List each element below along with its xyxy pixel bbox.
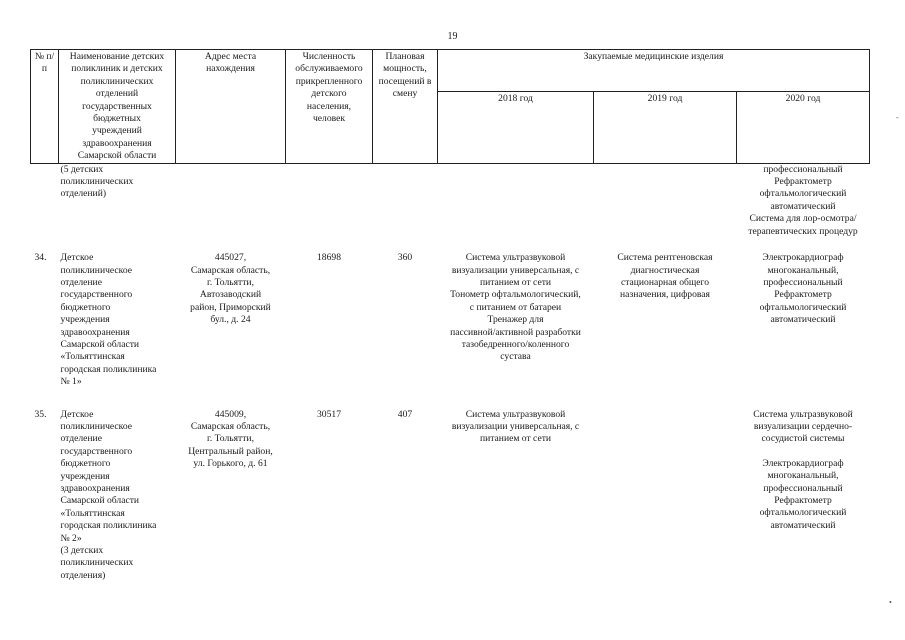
devices-2019 xyxy=(594,409,737,583)
institution-name-line: поликлиническое xyxy=(60,420,133,432)
table-row-continuation xyxy=(31,163,870,238)
header-name-line: Самарской области xyxy=(77,150,157,162)
institution-name-line: государственного xyxy=(60,289,133,301)
devices-2018-line: тазобедренного/коленного xyxy=(461,338,570,350)
header-year-2020: 2020 год xyxy=(737,92,870,164)
devices-2019-line: стационарная общего xyxy=(620,276,710,288)
devices-2018-line: питанием от сети xyxy=(479,276,552,288)
header-name xyxy=(59,50,176,164)
scan-mark: - xyxy=(896,113,899,122)
devices-2020-line: профессиональный xyxy=(763,276,843,288)
page-number: 19 xyxy=(447,31,458,42)
header-capacity-line: мощность, xyxy=(383,63,427,75)
institution-name xyxy=(59,409,176,583)
header-name-line: поликлинических xyxy=(80,75,154,87)
address-line: район, Приморский xyxy=(190,301,271,313)
devices-2020-line: профессиональный xyxy=(763,482,843,494)
devices-2020 xyxy=(737,252,870,388)
header-population-line: населения, xyxy=(306,100,352,112)
institution-name-line: Детское xyxy=(60,252,94,264)
address-line: г. Тольятти, xyxy=(207,433,254,445)
header-year-2018: 2018 год xyxy=(438,92,594,164)
header-population xyxy=(286,50,373,164)
header-name-line: отделений xyxy=(95,88,139,100)
cont-2020-cell-line: офтальмологический xyxy=(759,188,847,200)
header-name-line: Наименование детских xyxy=(69,51,165,62)
devices-2020-line xyxy=(739,446,868,458)
header-num-text: № п/п xyxy=(34,51,55,75)
institution-name-line: № 1» xyxy=(60,376,82,388)
table-row xyxy=(31,252,870,388)
institution-name-line: Самарской области xyxy=(60,495,140,507)
devices-2020-line: многоканальный, xyxy=(767,470,839,482)
devices-2019-line: назначения, цифровая xyxy=(620,289,710,301)
institution-name-line: отделение xyxy=(60,433,102,445)
devices-2020-line: многоканальный, xyxy=(767,264,839,276)
row-number: 35. xyxy=(34,408,47,420)
address-line: 445027, xyxy=(214,252,247,264)
address-line: Самарская область, xyxy=(190,420,271,432)
devices-2018-line: сустава xyxy=(500,351,531,363)
cont-2020-cell xyxy=(737,163,870,238)
header-capacity-line: посещений в xyxy=(378,75,432,87)
header-capacity xyxy=(373,50,438,164)
header-population-line: прикрепленного xyxy=(295,75,363,87)
institution-name-line: учреждения xyxy=(60,314,110,326)
devices-2020-line: сосудистой системы xyxy=(761,433,845,445)
address xyxy=(176,252,286,388)
devices-2018-line: пассивной/активной разработки xyxy=(450,326,581,338)
devices-2019 xyxy=(594,252,737,388)
devices-2018-line: визуализации универсальная, с xyxy=(451,420,580,432)
institution-name-line: здравоохранения xyxy=(60,326,130,338)
header-capacity-line: Плановая xyxy=(385,51,425,62)
header-population-line: Численность xyxy=(302,51,356,62)
devices-2020-line: автоматический xyxy=(770,519,836,531)
devices-2020-line: визуализации сердечно- xyxy=(753,420,853,432)
institution-name-line: отделение xyxy=(60,276,102,288)
institution-name xyxy=(59,252,176,388)
institution-name-line: Самарской области xyxy=(60,338,140,350)
institution-name-line: городская поликлиника xyxy=(60,363,157,375)
cont-2020-cell-line: Система для лор-осмотра/ xyxy=(749,213,857,225)
capacity: 407 xyxy=(397,408,413,420)
devices-2018-line: с питанием от батареи xyxy=(469,301,562,313)
header-name-line: учреждений xyxy=(92,125,142,137)
table-header xyxy=(31,50,870,164)
population: 18698 xyxy=(317,252,341,264)
header-population-line: детского xyxy=(311,88,347,100)
population: 30517 xyxy=(317,408,341,420)
institution-name-line: поликлинических xyxy=(60,557,134,569)
table-body xyxy=(31,163,870,582)
header-address-line: Адрес места xyxy=(204,51,257,62)
institution-name-line: государственного xyxy=(60,445,133,457)
devices-2020-line: офтальмологический xyxy=(759,507,847,519)
capacity: 360 xyxy=(397,252,413,264)
institution-name-line: поликлиническое xyxy=(60,264,133,276)
cont-2020-cell-line: автоматический xyxy=(770,200,836,212)
cont-2020-cell-line: профессиональный xyxy=(763,163,843,175)
header-capacity-line: смену xyxy=(392,88,418,100)
address-line: 445009, xyxy=(214,408,247,420)
scan-dot: • xyxy=(889,598,892,607)
address-line: г. Тольятти, xyxy=(207,276,254,288)
devices-2018-line: питанием от сети xyxy=(479,433,552,445)
header-name-line: поликлиник и детских xyxy=(71,63,163,75)
institution-name-line: Детское xyxy=(60,408,94,420)
institution-name-line: № 2» xyxy=(60,532,82,544)
devices-2020-line: автоматический xyxy=(770,314,836,326)
devices-2018 xyxy=(438,252,594,388)
address-line: Автозаводский xyxy=(199,289,262,301)
table-row xyxy=(31,409,870,583)
devices-2018 xyxy=(438,409,594,583)
header-year-2019: 2019 год xyxy=(594,92,737,164)
institution-name-line: (3 детских xyxy=(60,545,104,557)
address xyxy=(176,409,286,583)
institution-name-line: «Тольяттинская xyxy=(60,351,125,363)
cont-name-cell-line: (5 детских xyxy=(60,163,104,175)
devices-2018-line: Система ультразвуковой xyxy=(465,252,566,264)
institution-name-line: бюджетного xyxy=(60,301,111,313)
institution-name-line: учреждения xyxy=(60,470,110,482)
cont-name-cell-line: отделений) xyxy=(60,188,107,200)
address-line: бул., д. 24 xyxy=(210,314,251,326)
header-address xyxy=(176,50,286,164)
cont-name-cell-line: поликлинических xyxy=(60,176,134,188)
address-line: Самарская область, xyxy=(190,264,271,276)
institution-name-line: городская поликлиника xyxy=(60,520,157,532)
devices-2020-line: Рефрактометр xyxy=(774,495,832,506)
header-address-line: нахождения xyxy=(206,63,255,75)
institution-name-line: отделения) xyxy=(60,569,106,581)
header-population-line: человек xyxy=(312,113,346,125)
devices-2020-line: Электрокардиограф xyxy=(762,457,844,469)
devices-2019-line: диагностическая xyxy=(630,264,700,276)
header-num xyxy=(31,50,59,164)
institution-name-line: «Тольяттинская xyxy=(60,507,125,519)
medical-devices-table xyxy=(30,49,870,582)
devices-2018-line: визуализации универсальная, с xyxy=(451,264,580,276)
devices-2019-line: Система рентгеновская xyxy=(617,252,713,264)
header-name-line: государственных xyxy=(82,100,152,112)
cont-2020-cell-line: терапевтических процедур xyxy=(748,225,858,237)
devices-2018-line: Тренажер для xyxy=(487,314,544,326)
institution-name-line: бюджетного xyxy=(60,458,111,470)
devices-2020 xyxy=(737,409,870,583)
devices-2020-line: офтальмологический xyxy=(759,301,847,313)
row-number: 34. xyxy=(34,252,47,264)
cont-num-cell xyxy=(31,163,59,238)
address-line: Центральный район, xyxy=(188,445,273,457)
header-population-line: обслуживаемого xyxy=(295,63,363,75)
header-name-line: здравоохранения xyxy=(82,137,152,149)
header-name-line: бюджетных xyxy=(93,113,141,125)
header-purchased-devices: Закупаемые медицинские изделия xyxy=(438,50,870,92)
devices-2018-line: Система ультразвуковой xyxy=(465,408,566,420)
devices-2020-line: Рефрактометр xyxy=(774,289,832,301)
devices-2020-line: Электрокардиограф xyxy=(762,252,844,264)
devices-2020-line: Система ультразвуковой xyxy=(753,408,853,420)
address-line: ул. Горького, д. 61 xyxy=(193,458,268,470)
devices-2018-line: Тонометр офтальмологический, xyxy=(450,289,581,301)
institution-name-line: здравоохранения xyxy=(60,483,130,494)
cont-2020-cell-line: Рефрактометр xyxy=(774,176,832,188)
cont-name-cell xyxy=(59,163,176,238)
